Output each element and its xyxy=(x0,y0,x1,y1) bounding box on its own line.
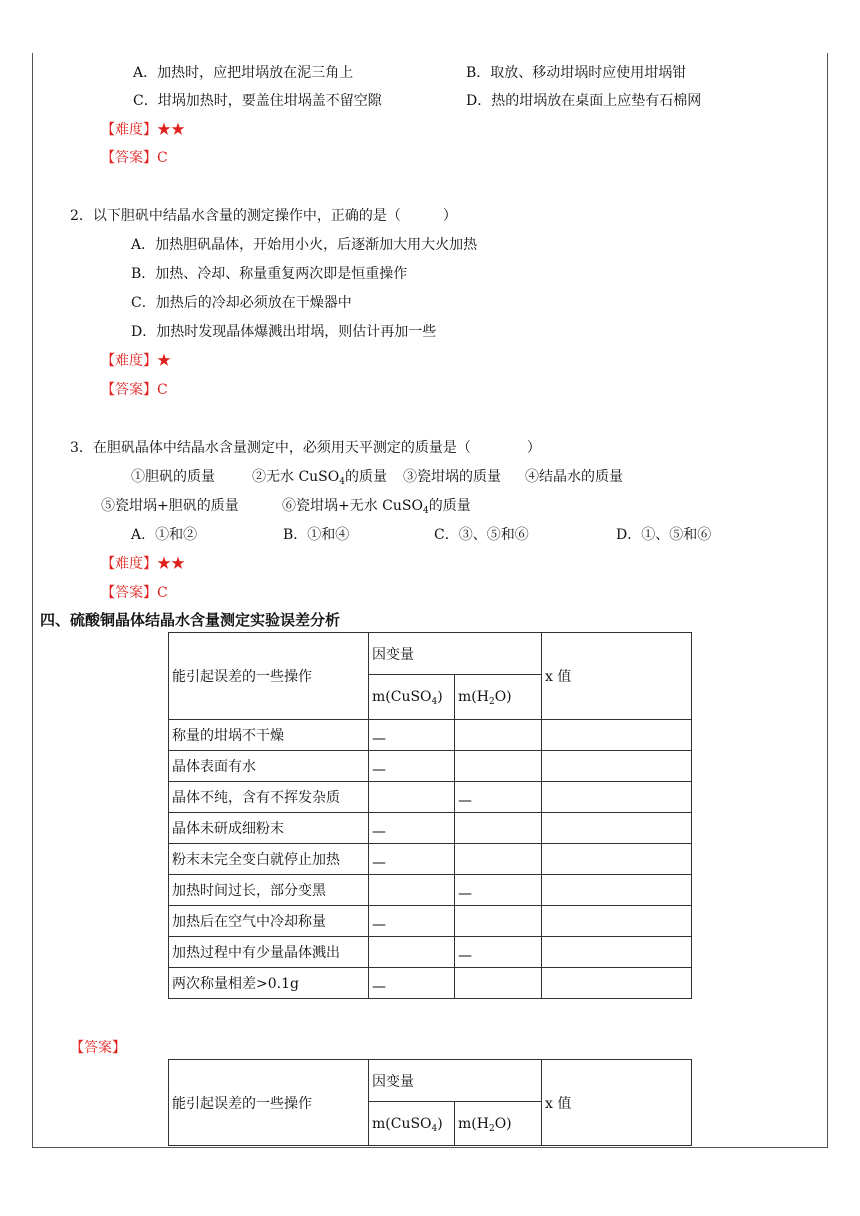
x-value-cell xyxy=(542,937,692,968)
difficulty-label: 【难度】 xyxy=(101,122,157,138)
operation-cell: 称量的坩埚不干燥 xyxy=(169,720,369,751)
answer-label: 【答案】 xyxy=(101,382,157,398)
q3-item-6: ⑥瓷坩埚+无水 CuSO$_4$的质量 xyxy=(282,498,471,516)
m-cuso4-cell: — xyxy=(369,720,455,751)
q3-item-1: ①胆矾的质量 xyxy=(131,469,215,485)
m-h2o-cell: — xyxy=(455,937,542,968)
m-cuso4-cell: — xyxy=(369,813,455,844)
table-row xyxy=(169,875,692,906)
q2-difficulty xyxy=(101,352,171,370)
section-answer-label: 【答案】 xyxy=(70,1040,126,1056)
q3-option-d: D．①、⑤和⑥ xyxy=(616,527,712,543)
difficulty-stars: ★★ xyxy=(157,122,185,138)
operation-cell: 加热后在空气中冷却称量 xyxy=(169,906,369,937)
q2-option-a: A．加热胆矾晶体，开始用小火，后逐渐加大用大火加热 xyxy=(131,237,478,253)
section-heading: 四、硫酸铜晶体结晶水含量测定实验误差分析 xyxy=(40,611,341,629)
x-value-cell xyxy=(542,906,692,937)
x-value-cell xyxy=(542,782,692,813)
difficulty-label: 【难度】 xyxy=(101,353,157,369)
header-operation: 能引起误差的一些操作 xyxy=(169,1060,369,1146)
m-cuso4-cell: — xyxy=(369,906,455,937)
q1-answer xyxy=(101,149,168,167)
m-cuso4-cell: — xyxy=(369,968,455,999)
header-x-value: x 值 xyxy=(542,1060,692,1146)
x-value-cell xyxy=(542,813,692,844)
header-m-cuso4: m(CuSO$_4$) xyxy=(369,1102,455,1146)
answer-label: 【答案】 xyxy=(101,585,157,601)
operation-cell: 晶体不纯，含有不挥发杂质 xyxy=(169,782,369,813)
q3-stem: 3．在胆矾晶体中结晶水含量测定中，必须用天平测定的质量是（ ） xyxy=(70,440,541,456)
operation-cell: 晶体未研成细粉末 xyxy=(169,813,369,844)
difficulty-label: 【难度】 xyxy=(101,556,157,572)
table-row xyxy=(169,813,692,844)
m-h2o-cell xyxy=(455,813,542,844)
header-m-h2o: $m(H_2O)$ xyxy=(455,675,542,720)
q3-item-5: ⑤瓷坩埚+胆矾的质量 xyxy=(101,498,239,514)
operation-cell: 晶体表面有水 xyxy=(169,751,369,782)
table-row xyxy=(169,968,692,999)
q1-option-a: A．加热时，应把坩埚放在泥三角上 xyxy=(133,65,354,81)
header-m-cuso4: m(CuSO$_4$) xyxy=(369,675,455,720)
q2-answer xyxy=(101,381,168,399)
m-h2o-cell: — xyxy=(455,782,542,813)
x-value-cell xyxy=(542,751,692,782)
header-operation: 能引起误差的一些操作 xyxy=(169,633,369,720)
m-cuso4-cell xyxy=(369,782,455,813)
q3-difficulty xyxy=(101,555,185,573)
q1-option-b: B．取放、移动坩埚时应使用坩埚钳 xyxy=(466,65,687,81)
q3-answer xyxy=(101,584,168,602)
table-row xyxy=(169,782,692,813)
q3-item-2: ②无水 CuSO$_4$的质量 xyxy=(252,469,387,487)
operation-cell: 粉末未完全变白就停止加热 xyxy=(169,844,369,875)
difficulty-stars: ★★ xyxy=(157,556,185,572)
answer-value: C xyxy=(157,382,168,398)
table-row xyxy=(169,906,692,937)
table-row xyxy=(169,844,692,875)
table-row xyxy=(169,937,692,968)
m-cuso4-cell xyxy=(369,937,455,968)
difficulty-stars: ★ xyxy=(157,353,171,369)
answer-label: 【答案】 xyxy=(101,150,157,166)
x-value-cell xyxy=(542,720,692,751)
m-h2o-cell xyxy=(455,906,542,937)
m-cuso4-cell: — xyxy=(369,751,455,782)
header-x-value: x 值 xyxy=(542,633,692,720)
m-cuso4-cell: — xyxy=(369,844,455,875)
operation-cell: 两次称量相差>0.1g xyxy=(169,968,369,999)
answer-value: C xyxy=(157,150,168,166)
header-m-h2o: $m(H_2O)$ xyxy=(455,1102,542,1146)
error-analysis-table xyxy=(168,632,692,999)
header-variable: 因变量 xyxy=(369,633,542,675)
x-value-cell xyxy=(542,875,692,906)
m-cuso4-cell xyxy=(369,875,455,906)
operation-cell: 加热过程中有少量晶体溅出 xyxy=(169,937,369,968)
x-value-cell xyxy=(542,844,692,875)
q3-option-c: C．③、⑤和⑥ xyxy=(434,527,529,543)
operation-cell: 加热时间过长，部分变黑 xyxy=(169,875,369,906)
x-value-cell xyxy=(542,968,692,999)
m-h2o-cell xyxy=(455,844,542,875)
table-row xyxy=(169,720,692,751)
q1-option-d: D．热的坩埚放在桌面上应垫有石棉网 xyxy=(466,93,702,109)
q2-option-b: B．加热、冷却、称量重复两次即是恒重操作 xyxy=(131,266,408,282)
q3-item-3: ③瓷坩埚的质量 xyxy=(403,469,501,485)
answer-value: C xyxy=(157,585,168,601)
q1-difficulty xyxy=(101,121,185,139)
answer-table xyxy=(168,1059,692,1146)
q3-option-a: A．①和② xyxy=(131,527,198,543)
q3-item-4: ④结晶水的质量 xyxy=(525,469,623,485)
q2-stem: 2．以下胆矾中结晶水含量的测定操作中，正确的是（ ） xyxy=(70,208,457,224)
q1-option-c: C．坩埚加热时，要盖住坩埚盖不留空隙 xyxy=(133,93,382,109)
header-variable: 因变量 xyxy=(369,1060,542,1102)
table-row xyxy=(169,751,692,782)
m-h2o-cell: — xyxy=(455,875,542,906)
m-h2o-cell xyxy=(455,720,542,751)
q2-option-c: C．加热后的冷却必须放在干燥器中 xyxy=(131,295,352,311)
m-h2o-cell xyxy=(455,968,542,999)
q3-option-b: B．①和④ xyxy=(283,527,350,543)
q2-option-d: D．加热时发现晶体爆溅出坩埚，则估计再加一些 xyxy=(131,324,437,340)
m-h2o-cell xyxy=(455,751,542,782)
